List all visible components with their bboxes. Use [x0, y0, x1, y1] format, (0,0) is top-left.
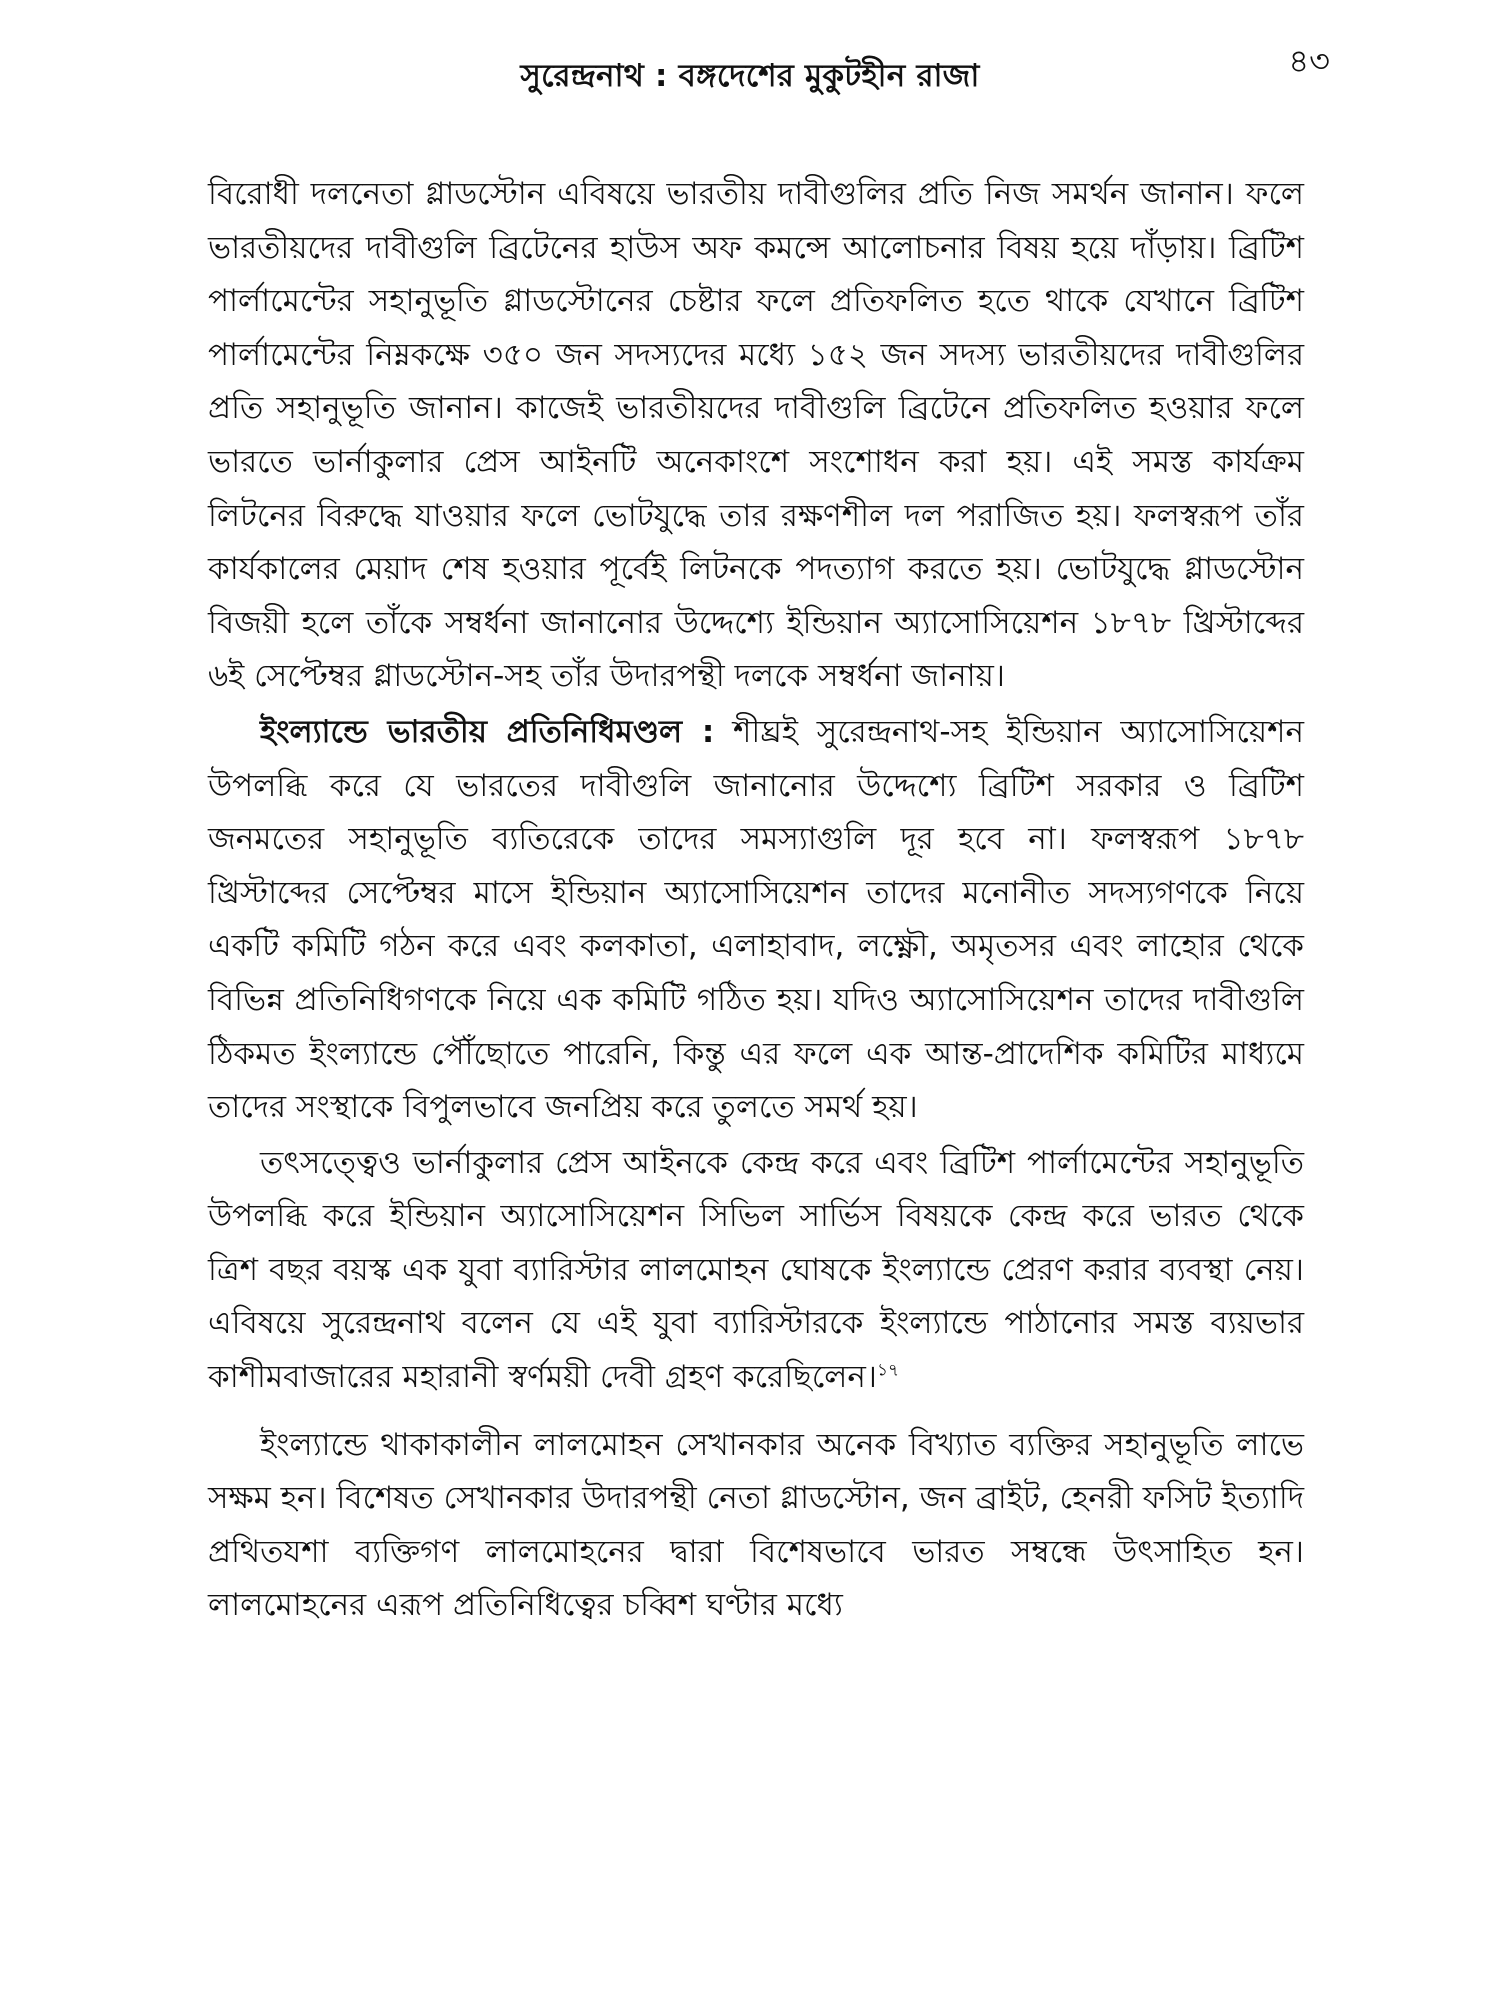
paragraph-text: ইংল্যান্ডে থাকাকালীন লালমোহন সেখানকার অনেক বিখ্যাত ব্যক্তির সহানুভূতি লাভে সক্ষম হন। বিশেষত সেখানকার উদারপন্থী নেতা গ্লাডস্টোন, জন ব্রাইট, হেনরী ফসিট ইত্যাদি প্রথিতযশা ব্যক্তিগণ লালমোহনের দ্বারা বিশেষভাবে ভারত সম্বন্ধে উৎসাহিত হন। লালমোহনের এরূপ প্রতিনিধিত্বের চব্বিশ ঘণ্টার মধ্যে [208, 1426, 1304, 1624]
paragraph-text: শীঘ্রই সুরেন্দ্রনাথ-সহ ইন্ডিয়ান অ্যাসোসিয়েশন উপলব্ধি করে যে ভারতের দাবীগুলি জানানোর উদ্দেশ্যে ব্রিটিশ সরকার ও ব্রিটিশ জনমতের সহানুভূতি ব্যতিরেকে তাদের সমস্যাগুলি দূর হবে না। ফলস্বরূপ ১৮৭৮ খ্রিস্টাব্দের সেপ্টেম্বর মাসে ইন্ডিয়ান অ্যাসোসিয়েশন তাদের মনোনীত সদস্যগণকে নিয়ে একটি কমিটি গঠন করে এবং কলকাতা, এলাহাবাদ, লক্ষ্ণৌ, অমৃতসর এবং লাহোর থেকে বিভিন্ন প্রতিনিধিগণকে নিয়ে এক কমিটি গঠিত হয়। যদিও অ্যাসোসিয়েশন তাদের দাবীগুলি ঠিকমত ইংল্যান্ডে পৌঁছোতে পারেনি, কিন্তু এর ফলে এক আন্ত-প্রাদেশিক কমিটির মাধ্যমে তাদের সংস্থাকে বিপুলভাবে জনপ্রিয় করে তুলতে সমর্থ হয়। [208, 713, 1305, 1126]
section-heading: ইংল্যান্ডে ভারতীয় প্রতিনিধিমণ্ডল : [260, 713, 715, 750]
page-number: ৪৩ [1288, 42, 1330, 80]
paragraph-text: তৎসত্ত্বেও ভার্নাকুলার প্রেস আইনকে কেন্দ্র করে এবং ব্রিটিশ পার্লামেন্টের সহানুভূতি উপলব্ধি করে ইন্ডিয়ান অ্যাসোসিয়েশন সিভিল সার্ভিস বিষয়কে কেন্দ্র করে ভারত থেকে ত্রিশ বছর বয়স্ক এক যুবা ব্যারিস্টার লালমোহন ঘোষকে ইংল্যান্ডে প্রেরণ করার ব্যবস্থা নেয়। এবিষয়ে সুরেন্দ্রনাথ বলেন যে এই যুবা ব্যারিস্টারকে ইংল্যান্ডে পাঠানোর সমস্ত ব্যয়ভার কাশীমবাজারের মহারানী স্বর্ণময়ী দেবী গ্রহণ করেছিলেন। [208, 1144, 1304, 1396]
paragraph-2 [208, 706, 1304, 1135]
footnote-ref: ১৭ [877, 1360, 900, 1381]
page-body [208, 168, 1304, 1633]
running-header [0, 52, 1500, 104]
paragraph-3 [208, 1137, 1304, 1405]
paragraph-text: বিরোধী দলনেতা গ্লাডস্টোন এবিষয়ে ভারতীয় দাবীগুলির প্রতি নিজ সমর্থন জানান। ফলে ভারতীয়দের দাবীগুলি ব্রিটেনের হাউস অফ কমন্সে আলোচনার বিষয় হয়ে দাঁড়ায়। ব্রিটিশ পার্লামেন্টের সহানুভূতি গ্লাডস্টোনের চেষ্টার ফলে প্রতিফলিত হতে থাকে যেখানে ব্রিটিশ পার্লামেন্টের নিম্নকক্ষে ৩৫০ জন সদস্যদের মধ্যে ১৫২ জন সদস্য ভারতীয়দের দাবীগুলির প্রতি সহানুভূতি জানান। কাজেই ভারতীয়দের দাবীগুলি ব্রিটেনে প্রতিফলিত হওয়ার ফলে ভারতে ভার্নাকুলার প্রেস আইনটি অনেকাংশে সংশোধন করা হয়। এই সমস্ত কার্যক্রম লিটনের বিরুদ্ধে যাওয়ার ফলে ভোটযুদ্ধে তার রক্ষণশীল দল পরাজিত হয়। ফলস্বরূপ তাঁর কার্যকালের মেয়াদ শেষ হওয়ার পূর্বেই লিটনকে পদত্যাগ করতে হয়। ভোটযুদ্ধে গ্লাডস্টোন বিজয়ী হলে তাঁকে সম্বর্ধনা জানানোর উদ্দেশ্যে ইন্ডিয়ান অ্যাসোসিয়েশন ১৮৭৮ খ্রিস্টাব্দের ৬ই সেপ্টেম্বর গ্লাডস্টোন-সহ তাঁর উদারপন্থী দলকে সম্বর্ধনা জানায়। [208, 176, 1304, 695]
paragraph-4 [208, 1419, 1304, 1633]
running-title: সুরেন্দ্রনাথ : বঙ্গদেশের মুকুটহীন রাজা [520, 58, 980, 94]
paragraph-1 [208, 168, 1304, 704]
